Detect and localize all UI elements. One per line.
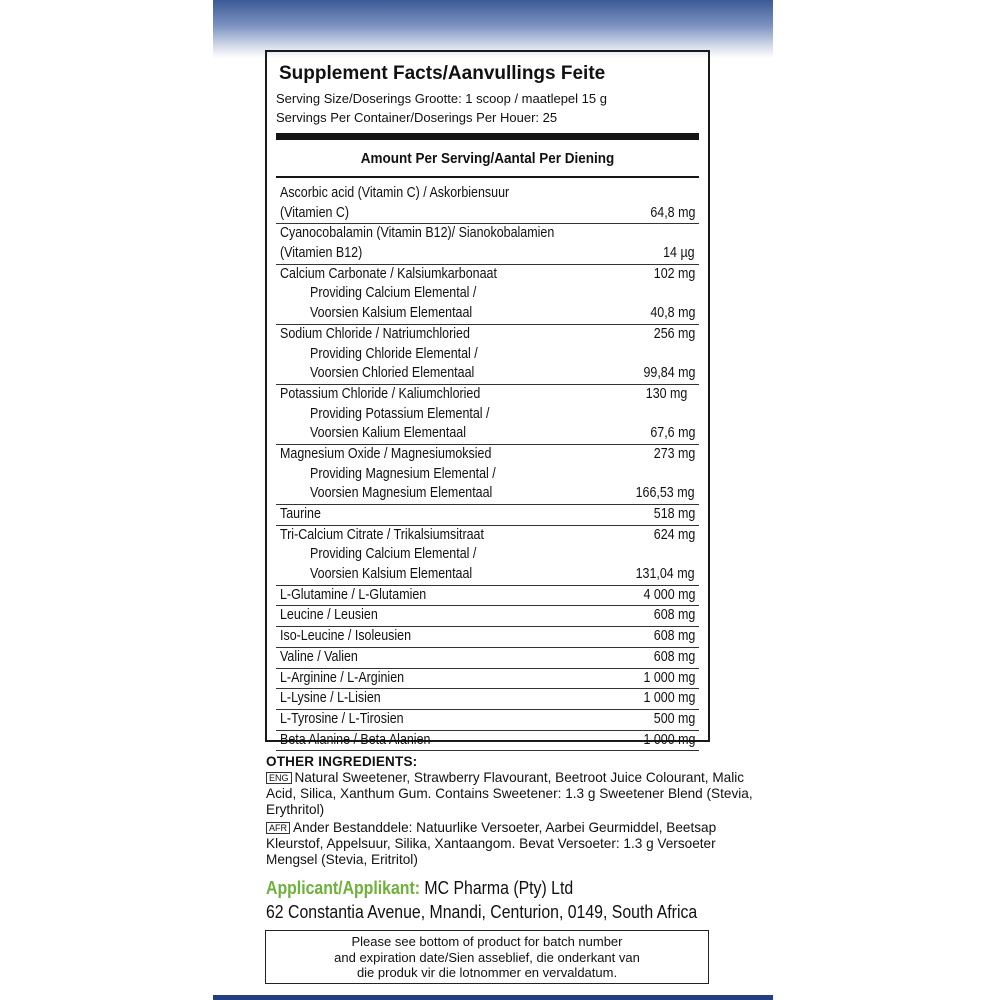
serving-size: Serving Size/Doserings Grootte: 1 scoop / maatlepel 15 g — [276, 91, 607, 106]
nutrient-line — [276, 424, 699, 444]
nutrient-name: Voorsien Kalsium Elementaal — [310, 566, 473, 583]
nutrient-line — [276, 244, 699, 264]
nutrient-amount: 102 mg — [653, 265, 695, 282]
nutrient-line — [276, 204, 699, 224]
nutrient-name: Providing Calcium Elemental / — [310, 285, 477, 302]
nutrient-row — [276, 184, 699, 224]
servings-per-container: Servings Per Container/Doserings Per Houer: 25 — [276, 110, 558, 125]
nutrient-name: Calcium Carbonate / Kalsiumkarbonaat — [280, 265, 497, 282]
nutrient-name: Providing Chloride Elemental / — [310, 345, 478, 362]
nutrient-amount: 608 mg — [653, 628, 695, 645]
eng-language-tag: ENG — [266, 772, 292, 784]
applicant-line — [266, 878, 573, 899]
afr-language-tag: AFR — [266, 822, 290, 834]
nutrient-row — [276, 385, 699, 445]
nutrient-name: Sodium Chloride / Natriumchloried — [280, 325, 470, 342]
nutrient-line — [276, 689, 699, 709]
nutrient-name: (Vitamien C) — [280, 204, 350, 221]
nutrient-name: Iso-Leucine / Isoleusien — [280, 628, 412, 645]
other-ingredients — [266, 754, 756, 868]
nutrient-amount: 256 mg — [653, 325, 695, 342]
nutrient-row — [276, 627, 699, 648]
header-divider — [276, 176, 699, 178]
nutrient-line — [276, 710, 699, 730]
nutrient-name: Beta Alanine / Beta Alanien — [280, 731, 431, 748]
afrikaans-ingredients — [266, 820, 756, 869]
nutrient-table — [276, 184, 699, 751]
english-ingredients — [266, 770, 756, 819]
nutrient-name: L-Tyrosine / L-Tirosien — [280, 710, 404, 727]
nutrient-line — [276, 731, 699, 751]
nutrient-line — [276, 505, 699, 525]
thick-divider — [276, 133, 699, 140]
nutrient-name: Tri-Calcium Citrate / Trikalsiumsitraat — [280, 526, 484, 543]
nutrient-name: Ascorbic acid (Vitamin C) / Askorbiensuur — [280, 185, 510, 201]
nutrient-row — [276, 505, 699, 526]
batch-notice-line-3: die produk vir die lotnommer en vervaldatum. — [356, 965, 618, 980]
applicant-name: MC Pharma (Pty) Ltd — [424, 878, 574, 898]
nutrient-row — [276, 669, 699, 690]
nutrient-amount: 40,8 mg — [649, 305, 695, 322]
nutrient-row — [276, 606, 699, 627]
nutrient-line — [276, 565, 699, 585]
facts-title: Supplement Facts/Aanvullings Feite — [279, 63, 606, 84]
nutrient-line — [276, 405, 699, 425]
nutrient-name: Leucine / Leusien — [280, 607, 378, 624]
batch-notice-box — [265, 930, 709, 984]
nutrient-line — [276, 325, 699, 345]
nutrient-row — [276, 710, 699, 731]
nutrient-name: Voorsien Kalium Elementaal — [310, 425, 466, 442]
nutrient-row — [276, 586, 699, 607]
nutrient-row — [276, 265, 699, 325]
nutrient-row — [276, 325, 699, 385]
supplement-facts-panel — [265, 50, 710, 748]
batch-notice-line-2: and expiration date/Sien asseblief, die onderkant van — [334, 949, 640, 965]
nutrient-name: Potassium Chloride / Kaliumchloried — [280, 385, 481, 402]
nutrient-row — [276, 224, 699, 264]
batch-notice-line-1: Please see bottom of product for batch number — [351, 934, 623, 949]
english-ingredients-text: Natural Sweetener, Strawberry Flavourant, Beetroot Juice Colourant, Malic Acid, Silica, Xanthum Gum. Contains Sweetener: 1.3 g Sweetener Blend (Stevia, Erythritol) — [266, 770, 753, 818]
nutrient-line — [276, 606, 699, 626]
nutrient-line — [276, 586, 699, 606]
nutrient-line — [276, 184, 699, 204]
nutrient-amount: 500 mg — [653, 710, 695, 727]
amount-per-serving-header: Amount Per Serving/Aantal Per Diening — [360, 150, 615, 167]
nutrient-line — [276, 284, 699, 304]
nutrient-amount: 1 000 mg — [642, 690, 695, 707]
nutrient-amount: 1 000 mg — [642, 731, 695, 748]
other-ingredients-title: OTHER INGREDIENTS: — [266, 754, 418, 769]
nutrient-row — [276, 648, 699, 669]
nutrient-line — [276, 224, 699, 244]
nutrient-name: Taurine — [280, 506, 321, 522]
nutrient-name: Providing Potassium Elemental / — [310, 405, 490, 422]
nutrient-name: L-Arginine / L-Arginien — [280, 669, 405, 686]
applicant-label: Applicant/Applikant: — [266, 878, 420, 898]
nutrient-name: Voorsien Kalsium Elementaal — [310, 305, 473, 322]
nutrient-name: Cyanocobalamin (Vitamin B12)/ Sianokobalamien — [280, 225, 555, 242]
nutrient-line — [276, 385, 699, 405]
nutrient-amount: 624 mg — [653, 526, 695, 543]
nutrient-line — [276, 445, 699, 465]
nutrient-name: Magnesium Oxide / Magnesiumoksied — [280, 445, 492, 462]
nutrient-amount: 518 mg — [653, 506, 695, 522]
nutrient-amount: 1 000 mg — [642, 669, 695, 686]
nutrient-name: Voorsien Magnesium Elementaal — [310, 485, 493, 502]
nutrient-line — [276, 545, 699, 565]
nutrient-amount: 64,8 mg — [649, 204, 695, 221]
nutrient-row — [276, 445, 699, 505]
nutrient-amount: 67,6 mg — [649, 425, 695, 442]
nutrient-line — [276, 364, 699, 384]
nutrient-row — [276, 731, 699, 752]
nutrient-amount: 130 mg — [645, 385, 687, 402]
applicant-address: 62 Constantia Avenue, Mnandi, Centurion, 0149, South Africa — [266, 902, 698, 922]
nutrient-line — [276, 345, 699, 365]
nutrient-amount: 14 µg — [663, 245, 695, 262]
nutrient-row — [276, 689, 699, 710]
nutrient-line — [276, 627, 699, 647]
afrikaans-ingredients-text: Ander Bestanddele: Natuurlike Versoeter, Aarbei Geurmiddel, Beetsap Kleurstof, Appelsuur, Silika, Xantaangom. Bevat Versoeter: 1.3 g Versoeter Mengsel (Stevia, Eritritol) — [266, 819, 717, 868]
nutrient-name: Voorsien Chloried Elementaal — [310, 365, 475, 382]
nutrient-line — [276, 265, 699, 285]
nutrient-line — [276, 484, 699, 504]
nutrient-amount: 131,04 mg — [636, 566, 695, 583]
nutrient-amount: 4 000 mg — [642, 586, 695, 603]
nutrient-amount: 273 mg — [653, 445, 695, 462]
nutrient-name: Providing Magnesium Elemental / — [310, 465, 496, 482]
nutrient-line — [276, 465, 699, 485]
nutrient-line — [276, 304, 699, 324]
nutrient-row — [276, 526, 699, 586]
bottom-blue-band — [213, 995, 773, 1000]
nutrient-name: L-Glutamine / L-Glutamien — [280, 586, 427, 603]
nutrient-line — [276, 526, 699, 546]
nutrient-amount: 166,53 mg — [636, 485, 695, 502]
nutrient-name: Providing Calcium Elemental / — [310, 546, 477, 563]
nutrient-amount: 608 mg — [653, 648, 695, 665]
nutrient-amount: 99,84 mg — [642, 365, 695, 382]
product-label — [213, 0, 773, 1000]
nutrient-amount: 608 mg — [653, 607, 695, 624]
nutrient-name: (Vitamien B12) — [280, 245, 363, 262]
nutrient-line — [276, 648, 699, 668]
nutrient-name: Valine / Valien — [280, 648, 358, 665]
nutrient-name: L-Lysine / L-Lisien — [280, 690, 381, 707]
nutrient-line — [276, 669, 699, 689]
